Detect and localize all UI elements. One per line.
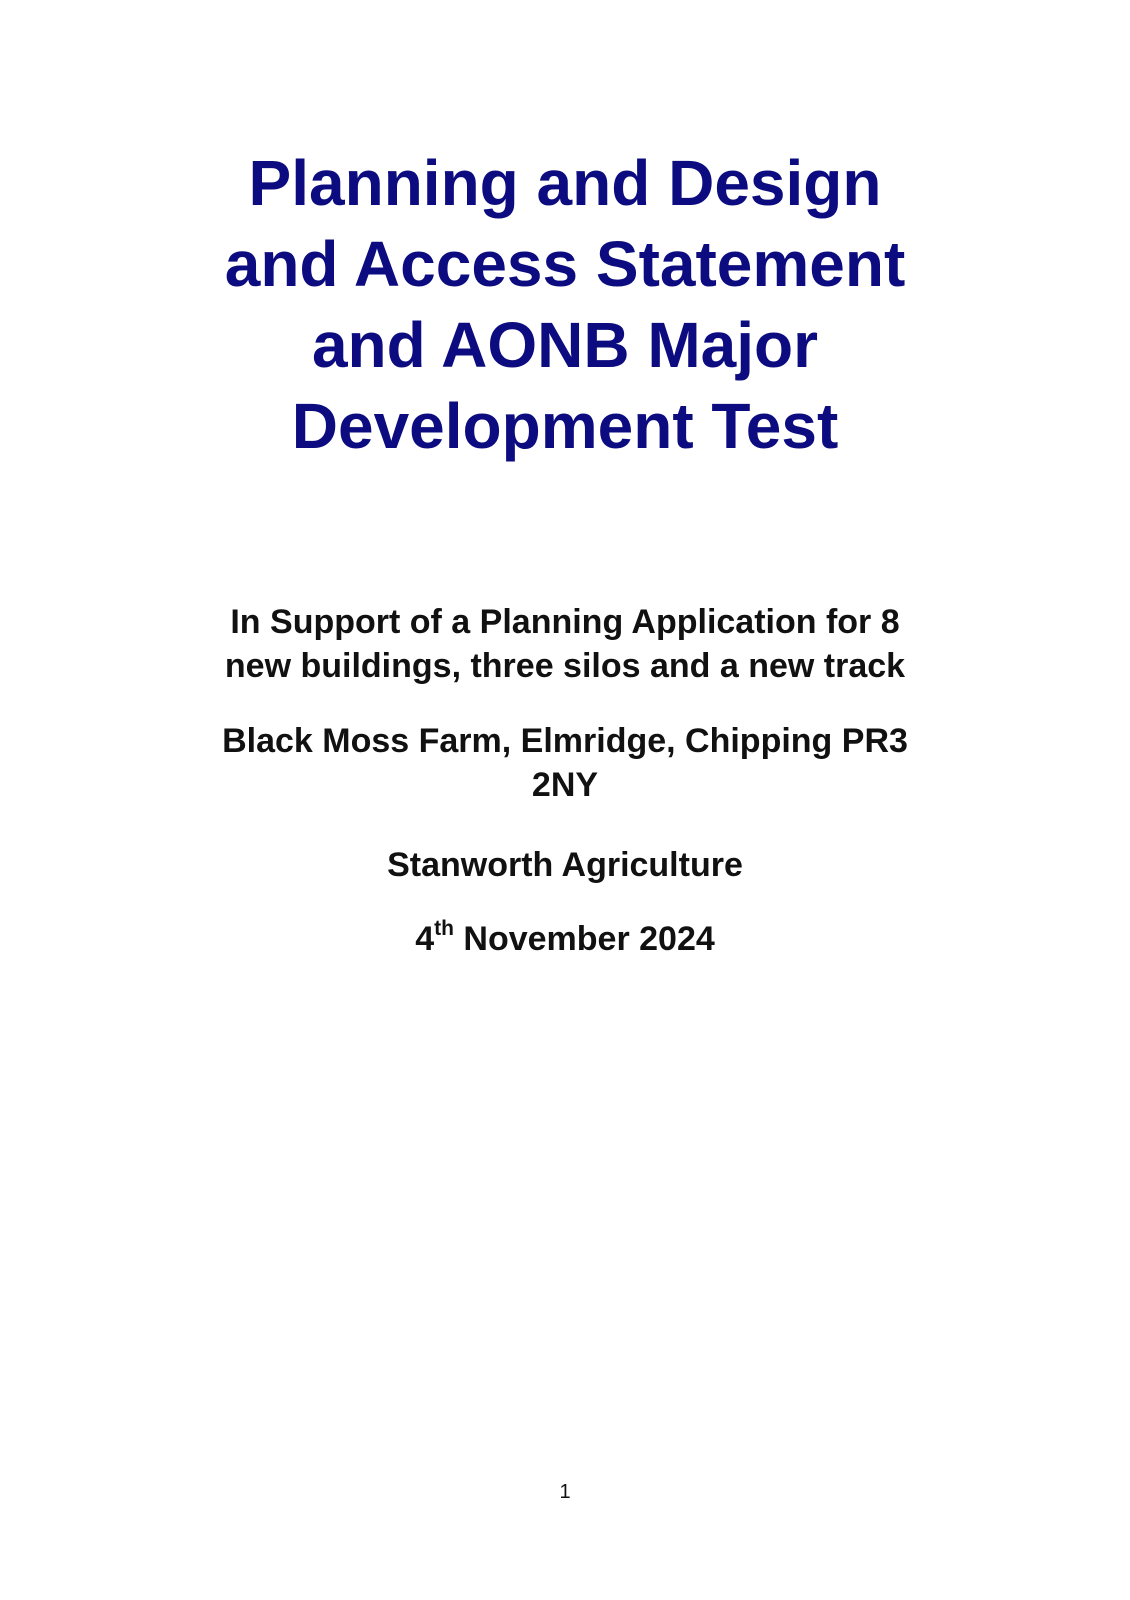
address-line: Black Moss Farm, Elmridge, Chipping PR3	[222, 722, 908, 760]
date-month-year: November 2024	[453, 920, 715, 958]
description-line: In Support of a Planning Application for 8	[230, 603, 900, 641]
application-description	[0, 600, 1130, 688]
address-line: 2NY	[531, 766, 599, 804]
document-date	[0, 917, 1130, 961]
title-line: Planning and Design	[248, 147, 882, 219]
company-name: Stanworth Agriculture	[387, 846, 743, 884]
date-day-suffix: th	[434, 916, 454, 940]
description-line: new buildings, three silos and a new track	[224, 647, 906, 685]
document-title	[0, 143, 1130, 467]
site-address	[0, 719, 1130, 807]
title-line: and Access Statement	[224, 228, 906, 300]
page-number: 1	[559, 1481, 571, 1503]
title-line: Development Test	[291, 390, 839, 462]
date-day: 4	[415, 920, 435, 958]
title-line: and AONB Major	[311, 309, 819, 381]
